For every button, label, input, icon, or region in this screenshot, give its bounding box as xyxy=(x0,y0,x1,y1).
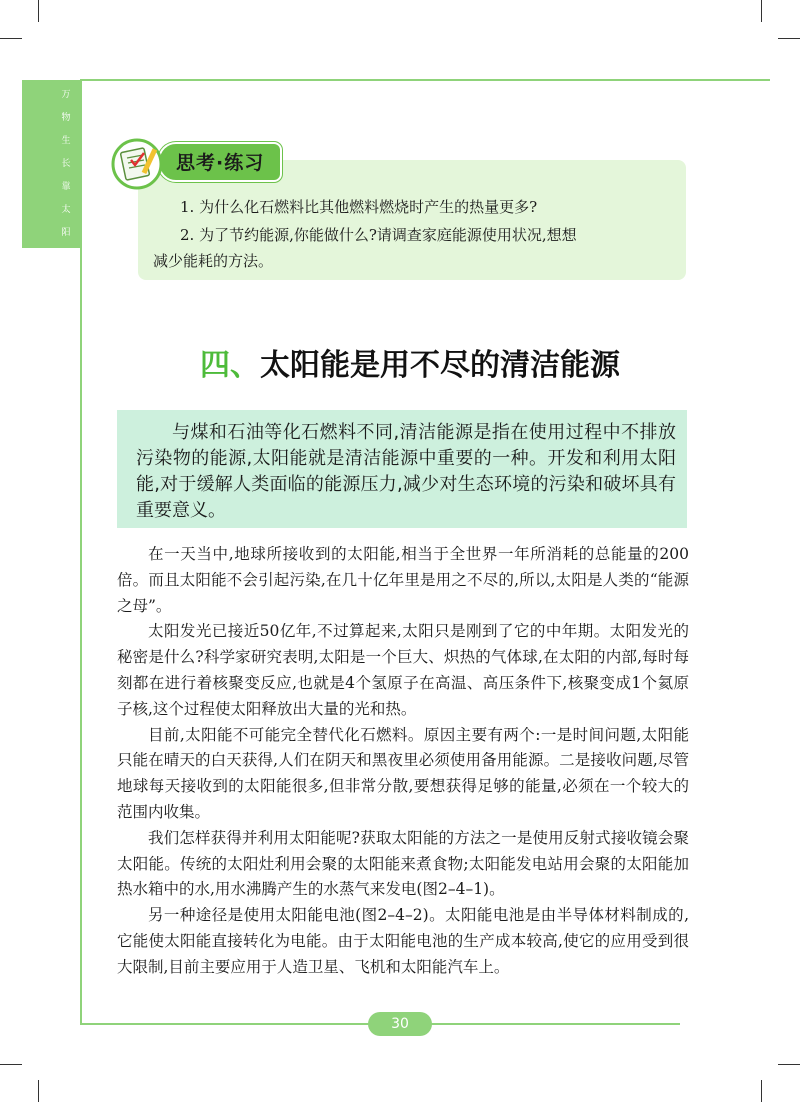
crop-mark xyxy=(0,38,22,39)
side-char: 阳 xyxy=(61,228,71,238)
side-char: 靠 xyxy=(61,182,71,192)
page-number: 30 xyxy=(368,1012,432,1036)
crop-mark xyxy=(778,1064,800,1065)
body-paragraph-5: 另一种途径是使用太阳能电池(图2–4–2)。太阳能电池是由半导体材料制成的,它能使太阳能直接转化为电能。由于太阳能电池的生产成本较高,使它的应用受到很大限制,目前主要应用于人造卫星、飞机和太阳能汽车上。 xyxy=(117,906,689,976)
section-number: 四、 xyxy=(200,348,260,383)
body-text xyxy=(117,542,689,981)
crop-mark xyxy=(38,1080,39,1102)
section-title: 太阳能是用不尽的清洁能源 xyxy=(260,348,620,383)
think-practice-label xyxy=(158,142,282,182)
side-char: 物 xyxy=(61,113,71,123)
side-char: 万 xyxy=(61,90,71,100)
section-heading xyxy=(200,340,620,384)
crop-mark xyxy=(761,0,762,22)
summary-paragraph: 与煤和石油等化石燃料不同,清洁能源是指在使用过程中不排放污染物的能源,太阳能就是清洁能源中重要的一种。开发和利用太阳能,对于缓解人类面临的能源压力,减少对生态环境的污染和破坏具有重要意义。 xyxy=(136,422,676,521)
notebook-icon xyxy=(109,134,169,190)
crop-mark xyxy=(778,38,800,39)
crop-mark xyxy=(0,1064,22,1065)
side-char: 生 xyxy=(61,136,71,146)
think-question-2-continued: 减少能耗的方法。 xyxy=(153,252,274,270)
summary-text xyxy=(136,420,676,524)
think-question-1: 1. 为什么化石燃料比其他燃料燃烧时产生的热量更多? xyxy=(180,198,538,216)
think-practice-label-text: 思考·练习 xyxy=(176,152,265,174)
crop-mark xyxy=(761,1080,762,1102)
frame-left-line xyxy=(80,79,82,1024)
chapter-side-title xyxy=(58,90,74,251)
frame-top-line xyxy=(80,79,770,81)
think-question-2: 2. 为了节约能源,你能做什么?请调查家庭能源使用状况,想想 xyxy=(180,226,577,244)
side-char: 太 xyxy=(61,205,71,215)
side-char: 长 xyxy=(61,159,71,169)
crop-mark xyxy=(38,0,39,22)
body-paragraph-2: 太阳发光已接近50亿年,不过算起来,太阳只是刚到了它的中年期。太阳发光的秘密是什么?科学家研究表明,太阳是一个巨大、炽热的气体球,在太阳的内部,每时每刻都在进行着核聚变反应,也就是4个氢原子在高温、高压条件下,核聚变成1个氦原子核,这个过程使太阳释放出大量的光和热。 xyxy=(117,622,689,718)
body-paragraph-3: 目前,太阳能不可能完全替代化石燃料。原因主要有两个:一是时间问题,太阳能只能在晴天的白天获得,人们在阴天和黑夜里必须使用备用能源。二是接收问题,尽管地球每天接收到的太阳能很多,但非常分散,要想获得足够的能量,必须在一个较大的范围内收集。 xyxy=(117,725,689,821)
body-paragraph-4: 我们怎样获得并利用太阳能呢?获取太阳能的方法之一是使用反射式接收镜会聚太阳能。传统的太阳灶利用会聚的太阳能来煮食物;太阳能发电站用会聚的太阳能加热水箱中的水,用水沸腾产生的水蒸气来发电(图2–4–1)。 xyxy=(117,828,689,899)
body-paragraph-1: 在一天当中,地球所接收到的太阳能,相当于全世界一年所消耗的总能量的200倍。而且太阳能不会引起污染,在几十亿年里是用之不尽的,所以,太阳是人类的“能源之母”。 xyxy=(117,545,689,615)
